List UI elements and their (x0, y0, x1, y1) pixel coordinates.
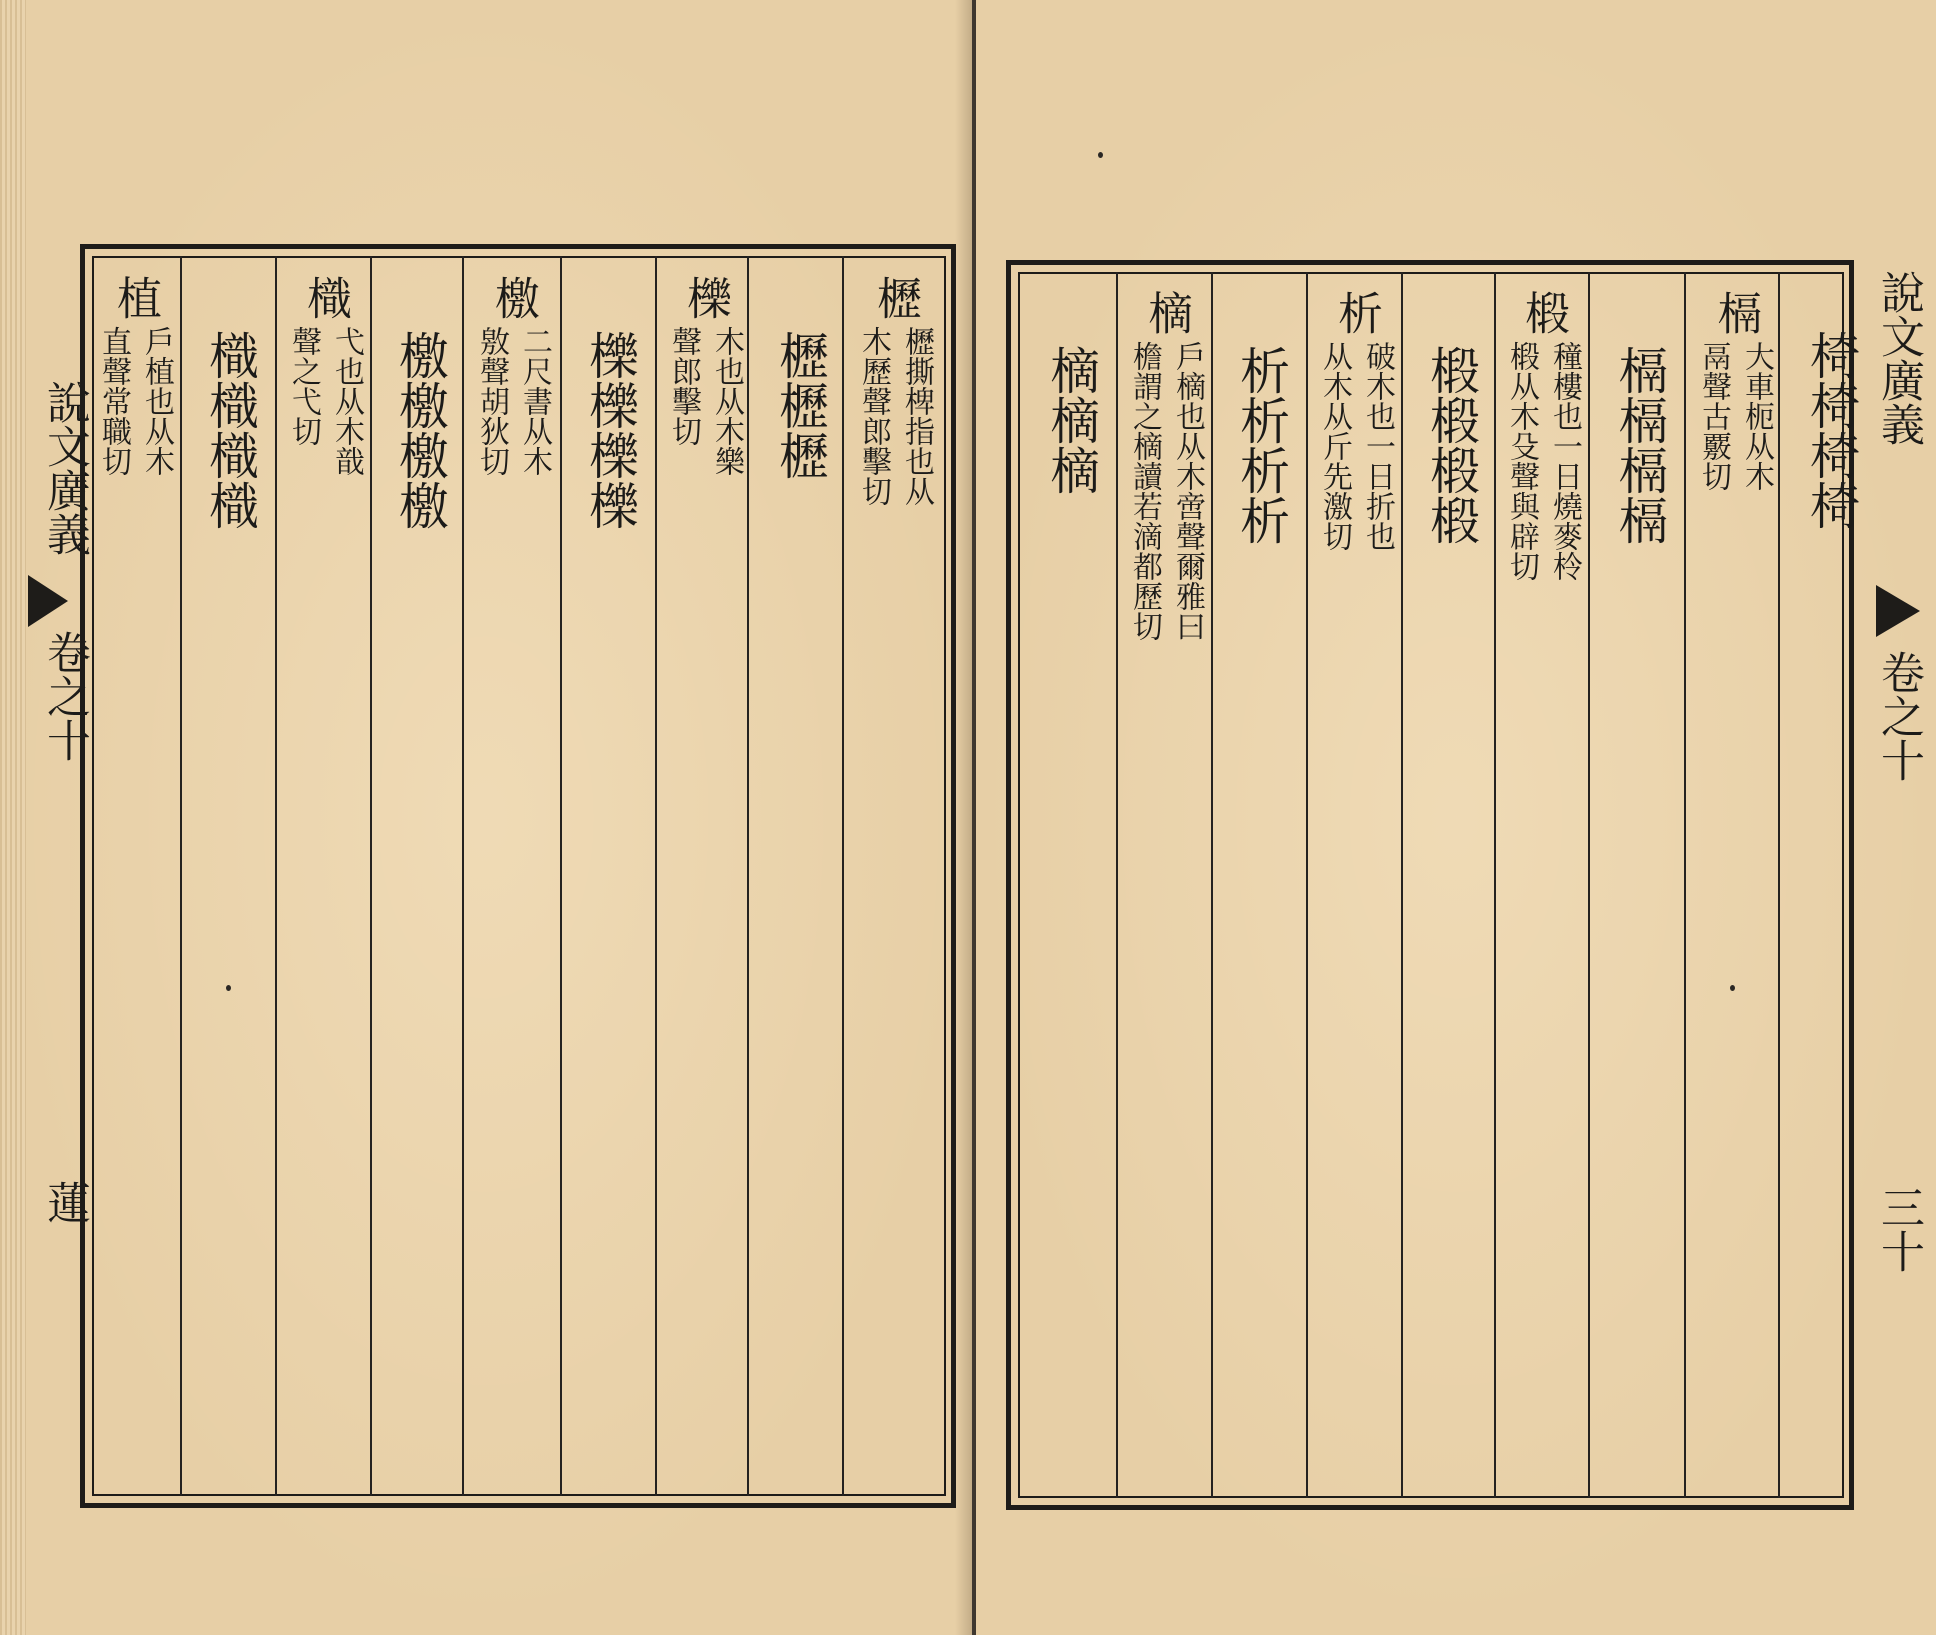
page-leaf-edges (0, 0, 26, 1635)
fish-tail-mark (1876, 585, 1920, 637)
note-right: 穜樓也一日燒麥柃 (1547, 341, 1582, 581)
annotation (1315, 341, 1397, 551)
note-left: 直聲常職切 (96, 326, 131, 476)
note-right: 二尺書从木 (517, 326, 552, 476)
left-margin-bottom: 蓮 (39, 1180, 90, 1224)
note-right: 破木也一日折也 (1360, 341, 1395, 551)
note-right: 櫪撕椑指也从 (899, 326, 934, 506)
headword: 樴 (299, 275, 352, 320)
annotation (284, 326, 366, 476)
seal-forms: 櫟櫟櫟櫟 (581, 330, 639, 530)
headword: 檄 (487, 275, 540, 320)
headword: 植 (109, 275, 162, 320)
annotation (1502, 341, 1584, 581)
note-left: 聲之弋切 (286, 326, 321, 446)
right-page (976, 0, 1936, 1635)
seal-forms: 樴樴樴樴 (201, 330, 259, 530)
seal-column (765, 330, 835, 480)
seal-column (1416, 345, 1486, 545)
fish-tail-mark (28, 575, 68, 627)
entry-column (856, 275, 934, 506)
headword: 析 (1330, 290, 1383, 335)
note-left: 敫聲胡狄切 (474, 326, 509, 476)
left-margin-volume: 卷之十 (39, 630, 90, 762)
ink-dot (1098, 152, 1103, 158)
annotation (854, 326, 936, 506)
note-left: 聲郎擊切 (666, 326, 701, 446)
note-left: 鬲聲古覈切 (1696, 341, 1731, 491)
seal-forms: 析析析析 (1232, 345, 1290, 545)
seal-column (385, 330, 455, 530)
seal-column (1796, 330, 1866, 530)
seal-column (1226, 345, 1296, 545)
annotation (1694, 341, 1776, 491)
right-margin-bottom: 三十 (1873, 1185, 1924, 1273)
seal-forms: 椅椅椅椅 (1802, 330, 1860, 530)
note-left: 从木从斤先激切 (1317, 341, 1352, 551)
seal-column (575, 330, 645, 530)
annotation (472, 326, 554, 476)
note-left: 木歷聲郎擊切 (856, 326, 891, 506)
headword: 櫟 (679, 275, 732, 320)
seal-forms: 櫪櫪櫪 (771, 330, 829, 480)
headword: 槅 (1709, 290, 1762, 335)
entry-column (96, 275, 174, 476)
entry-column (474, 275, 552, 476)
right-margin-title: 說文廣義 (1873, 270, 1924, 446)
annotation (664, 326, 746, 476)
headword: 櫪 (869, 275, 922, 320)
note-left: 檐謂之樀讀若滴都歷切 (1127, 341, 1162, 641)
seal-column (1036, 345, 1106, 495)
note-right: 大車枙从木 (1739, 341, 1774, 491)
seal-forms: 椴椴椴椴 (1422, 345, 1480, 545)
entry-column (1317, 290, 1395, 551)
note-right: 戶樀也从木啻聲爾雅曰 (1170, 341, 1205, 641)
entry-column (1127, 290, 1205, 641)
ink-dot (226, 985, 231, 991)
note-right: 戶植也从木 (139, 326, 174, 476)
seal-forms: 檄檄檄檄 (391, 330, 449, 530)
seal-forms: 樀樀樀 (1042, 345, 1100, 495)
headword: 樀 (1140, 290, 1193, 335)
seal-forms: 槅槅槅槅 (1610, 345, 1668, 545)
left-margin-title: 說文廣義 (39, 380, 90, 556)
entry-column (1504, 290, 1582, 581)
entry-column (286, 275, 364, 476)
seal-column (195, 330, 265, 530)
note-left: 椴从木殳聲與辟切 (1504, 341, 1539, 581)
seal-column (1604, 345, 1674, 545)
note-right: 木也从木樂 (709, 326, 744, 476)
entry-column (1696, 290, 1774, 491)
note-right: 弋也从木戠 (329, 326, 364, 476)
annotation (1125, 341, 1207, 641)
headword: 椴 (1517, 290, 1570, 335)
right-margin-volume: 卷之十 (1873, 650, 1924, 782)
annotation (94, 326, 176, 476)
ink-dot (1730, 985, 1735, 991)
entry-column (666, 275, 744, 476)
